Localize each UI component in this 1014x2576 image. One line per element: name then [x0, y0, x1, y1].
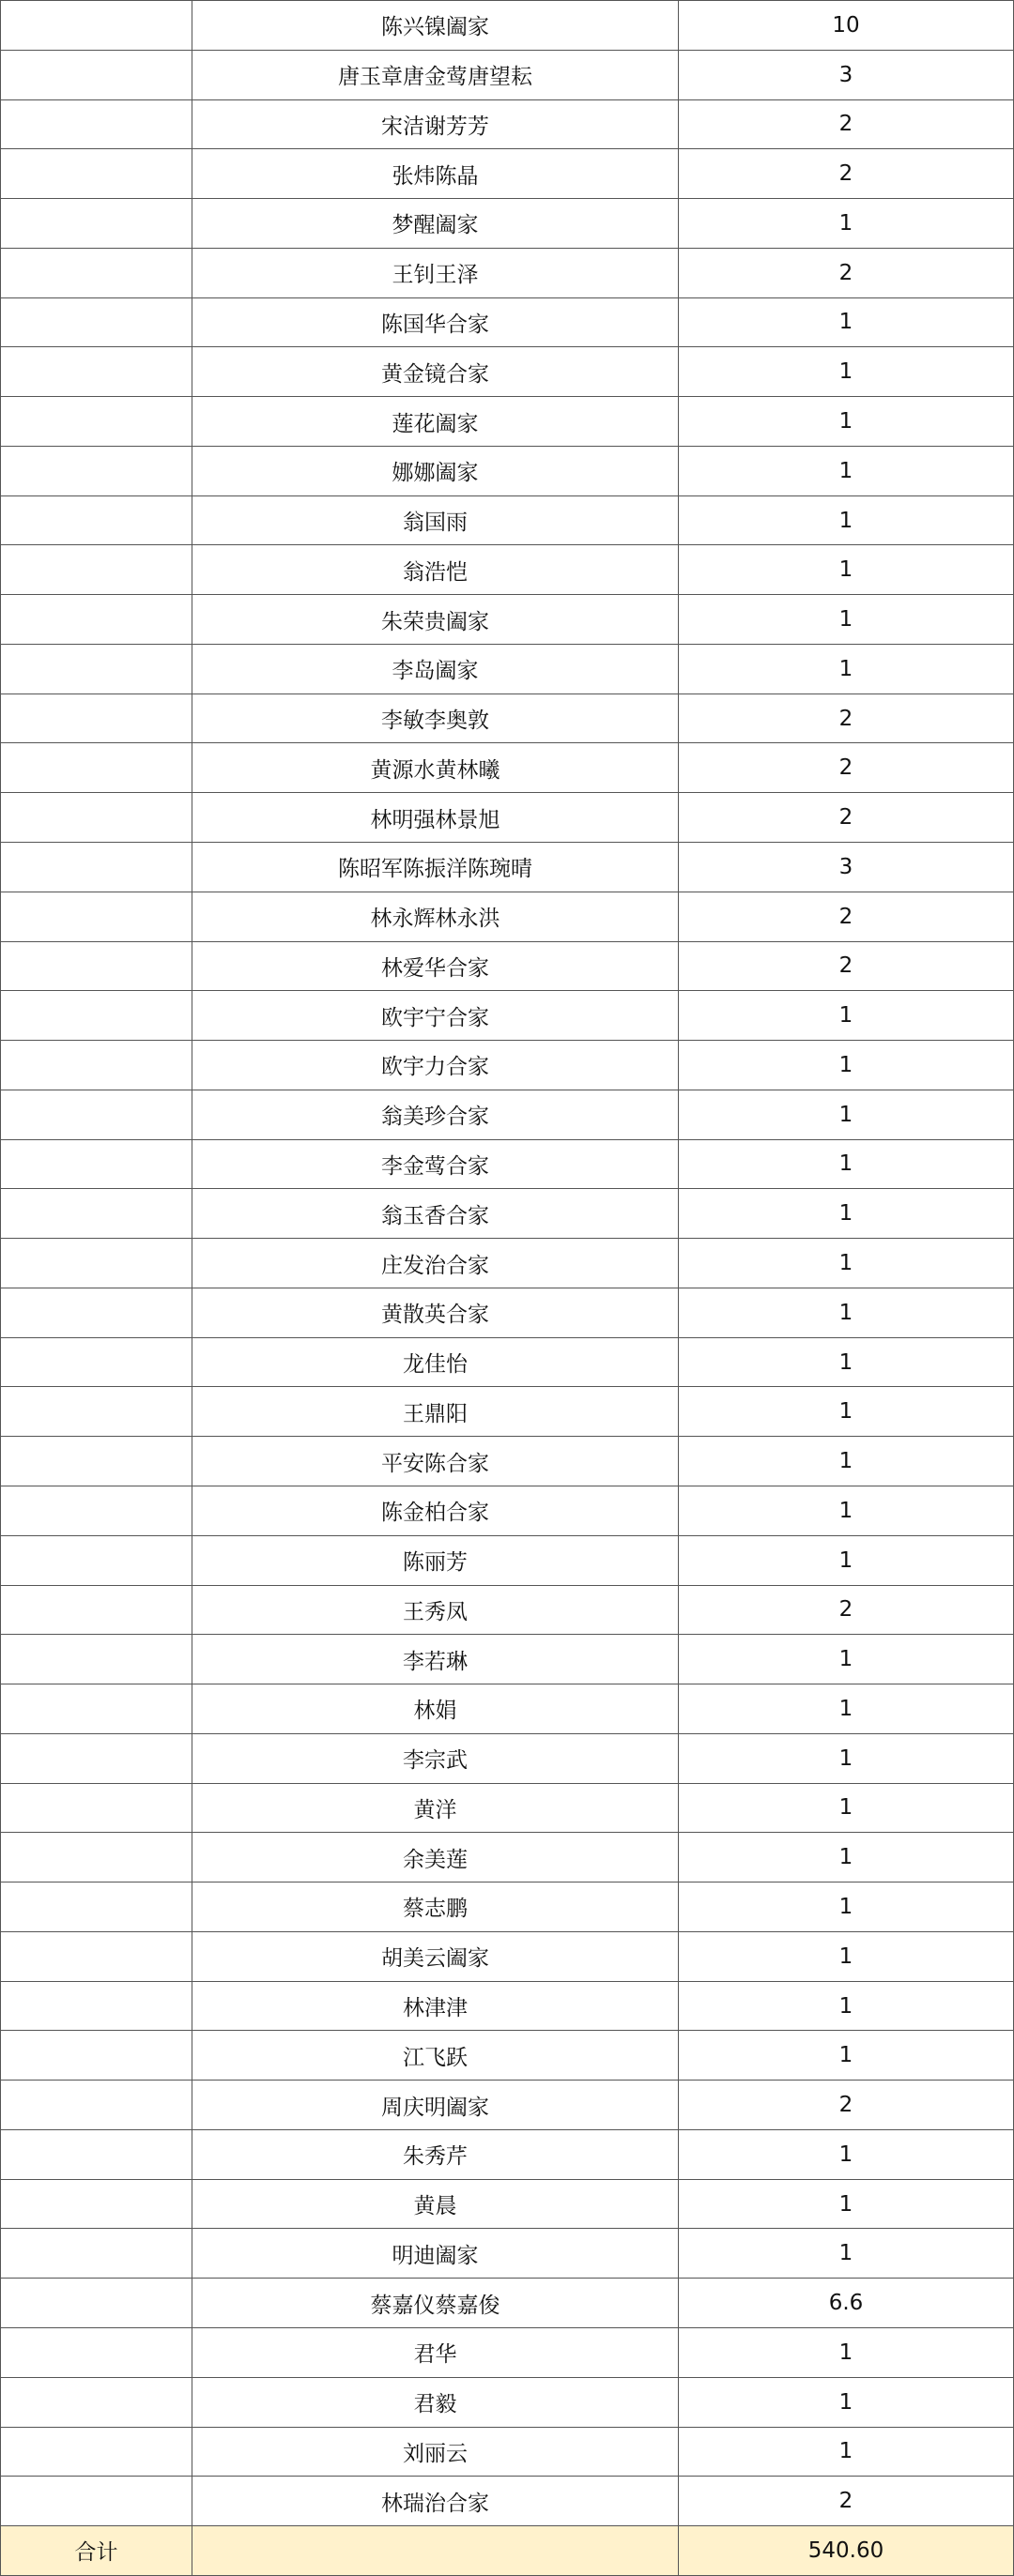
table-cell-value: 1	[679, 496, 1014, 546]
table-cell-value: 1	[679, 199, 1014, 249]
table-cell-blank	[0, 249, 192, 298]
table-cell-blank	[0, 1338, 192, 1388]
table-cell-name: 陈丽芳	[192, 1536, 679, 1586]
table-cell-name: 林爱华合家	[192, 942, 679, 992]
table-cell-value: 1	[679, 1486, 1014, 1536]
table-cell-value: 2	[679, 2477, 1014, 2526]
table-cell-blank	[0, 1486, 192, 1536]
table-cell-value: 1	[679, 1932, 1014, 1982]
table-cell-name: 蔡嘉仪蔡嘉俊	[192, 2279, 679, 2328]
table-cell-name: 陈兴镍阖家	[192, 1, 679, 51]
table-cell-name: 江飞跃	[192, 2031, 679, 2081]
table-cell-name: 李岛阖家	[192, 645, 679, 694]
table-cell-blank	[0, 149, 192, 199]
table-cell-value: 1	[679, 1635, 1014, 1684]
table-cell-name: 朱荣贵阖家	[192, 595, 679, 645]
table-cell-blank	[0, 347, 192, 397]
table-cell-value: 1	[679, 1239, 1014, 1288]
table-cell-blank	[0, 1437, 192, 1486]
table-cell-value: 1	[679, 1437, 1014, 1486]
table-cell-value: 1	[679, 1387, 1014, 1437]
table-cell-name: 李敏李奥敦	[192, 694, 679, 744]
table-cell-blank	[0, 397, 192, 447]
table-cell-blank	[0, 2477, 192, 2526]
table-cell-blank	[0, 545, 192, 595]
table-cell-value: 3	[679, 51, 1014, 100]
table-cell-name: 君毅	[192, 2378, 679, 2428]
table-cell-blank	[0, 2428, 192, 2477]
table-cell-value: 2	[679, 694, 1014, 744]
table-cell-blank	[0, 496, 192, 546]
table-cell-blank	[0, 1387, 192, 1437]
table-cell-blank	[0, 1982, 192, 2032]
total-label: 合计	[0, 2526, 192, 2576]
table-cell-value: 2	[679, 249, 1014, 298]
table-cell-value: 1	[679, 447, 1014, 496]
table-cell-value: 1	[679, 595, 1014, 645]
table-cell-name: 黄散英合家	[192, 1288, 679, 1338]
table-cell-value: 6.6	[679, 2279, 1014, 2328]
table-cell-value: 1	[679, 298, 1014, 348]
table-cell-blank	[0, 2031, 192, 2081]
table-cell-blank	[0, 1090, 192, 1140]
table-cell-blank	[0, 843, 192, 892]
table-cell-name: 龙佳怡	[192, 1338, 679, 1388]
table-cell-name: 林娟	[192, 1684, 679, 1734]
table-cell-blank	[0, 2081, 192, 2130]
table-cell-blank	[0, 1189, 192, 1239]
table-cell-value: 2	[679, 2081, 1014, 2130]
table-cell-value: 2	[679, 892, 1014, 942]
table-cell-name: 陈国华合家	[192, 298, 679, 348]
table-cell-value: 1	[679, 347, 1014, 397]
table-cell-name: 林永辉林永洪	[192, 892, 679, 942]
table-cell-blank	[0, 2279, 192, 2328]
table-cell-name: 李金莺合家	[192, 1140, 679, 1190]
table-cell-value: 1	[679, 1982, 1014, 2032]
table-cell-value: 1	[679, 1684, 1014, 1734]
table-cell-value: 1	[679, 1288, 1014, 1338]
table-cell-value: 1	[679, 1140, 1014, 1190]
table-cell-blank	[0, 892, 192, 942]
table-cell-value: 1	[679, 2130, 1014, 2180]
table-cell-name: 张炜陈晶	[192, 149, 679, 199]
table-cell-blank	[192, 2526, 679, 2576]
table-cell-name: 平安陈合家	[192, 1437, 679, 1486]
table-cell-blank	[0, 1833, 192, 1882]
table-cell-blank	[0, 1, 192, 51]
table-cell-value: 1	[679, 2378, 1014, 2428]
table-cell-blank	[0, 1635, 192, 1684]
table-cell-value: 2	[679, 942, 1014, 992]
table-cell-value: 1	[679, 1189, 1014, 1239]
table-cell-value: 1	[679, 545, 1014, 595]
table-cell-blank	[0, 1882, 192, 1932]
table-cell-blank	[0, 595, 192, 645]
table-cell-name: 黄源水黄林曦	[192, 743, 679, 793]
table-cell-name: 黄洋	[192, 1784, 679, 1834]
table-cell-blank	[0, 2229, 192, 2279]
table-cell-name: 梦醒阖家	[192, 199, 679, 249]
table-cell-name: 林津津	[192, 1982, 679, 2032]
table-cell-value: 1	[679, 1536, 1014, 1586]
table-cell-blank	[0, 2130, 192, 2180]
table-cell-blank	[0, 694, 192, 744]
table-cell-name: 蔡志鹏	[192, 1882, 679, 1932]
table-cell-name: 陈金柏合家	[192, 1486, 679, 1536]
table-cell-blank	[0, 51, 192, 100]
table-cell-value: 2	[679, 743, 1014, 793]
table-cell-name: 王鼎阳	[192, 1387, 679, 1437]
table-cell-value: 1	[679, 2328, 1014, 2378]
table-cell-blank	[0, 1536, 192, 1586]
table-cell-name: 王钊王泽	[192, 249, 679, 298]
table-cell-name: 李宗武	[192, 1734, 679, 1784]
table-cell-blank	[0, 100, 192, 150]
table-cell-name: 林瑞治合家	[192, 2477, 679, 2526]
table-cell-name: 君华	[192, 2328, 679, 2378]
table-cell-value: 1	[679, 1090, 1014, 1140]
table-cell-name: 庄发治合家	[192, 1239, 679, 1288]
table-cell-value: 1	[679, 1338, 1014, 1388]
table-cell-value: 1	[679, 1833, 1014, 1882]
table-cell-value: 1	[679, 397, 1014, 447]
table-cell-value: 2	[679, 1586, 1014, 1636]
table-cell-name: 欧宇力合家	[192, 1041, 679, 1090]
table-cell-value: 1	[679, 991, 1014, 1041]
table-cell-name: 陈昭军陈振洋陈琬晴	[192, 843, 679, 892]
table-cell-name: 翁国雨	[192, 496, 679, 546]
table-cell-blank	[0, 2180, 192, 2230]
table-cell-value: 1	[679, 1734, 1014, 1784]
table-cell-blank	[0, 1784, 192, 1834]
table-cell-blank	[0, 1140, 192, 1190]
table-cell-blank	[0, 645, 192, 694]
table-cell-blank	[0, 1684, 192, 1734]
table-cell-blank	[0, 1288, 192, 1338]
table-cell-name: 王秀凤	[192, 1586, 679, 1636]
table-cell-value: 1	[679, 1041, 1014, 1090]
table-cell-blank	[0, 1041, 192, 1090]
table-cell-value: 1	[679, 2031, 1014, 2081]
table-cell-name: 欧宇宁合家	[192, 991, 679, 1041]
table-cell-blank	[0, 743, 192, 793]
table-cell-value: 1	[679, 2229, 1014, 2279]
table-cell-value: 2	[679, 149, 1014, 199]
table-cell-blank	[0, 1239, 192, 1288]
table-cell-blank	[0, 1932, 192, 1982]
table-cell-value: 2	[679, 100, 1014, 150]
table-cell-name: 翁美珍合家	[192, 1090, 679, 1140]
table-cell-name: 林明强林景旭	[192, 793, 679, 843]
table-cell-name: 明迪阖家	[192, 2229, 679, 2279]
table-cell-blank	[0, 942, 192, 992]
table-cell-blank	[0, 2378, 192, 2428]
table-cell-blank	[0, 991, 192, 1041]
table-cell-name: 宋洁谢芳芳	[192, 100, 679, 150]
table-cell-value: 1	[679, 2180, 1014, 2230]
table-cell-name: 翁浩恺	[192, 545, 679, 595]
table-cell-name: 翁玉香合家	[192, 1189, 679, 1239]
table-cell-blank	[0, 793, 192, 843]
table-cell-blank	[0, 1734, 192, 1784]
table-cell-value: 1	[679, 2428, 1014, 2477]
table-cell-name: 娜娜阖家	[192, 447, 679, 496]
table-cell-name: 刘丽云	[192, 2428, 679, 2477]
table-cell-name: 胡美云阖家	[192, 1932, 679, 1982]
table-cell-blank	[0, 298, 192, 348]
table-cell-value: 10	[679, 1, 1014, 51]
table-cell-blank	[0, 2328, 192, 2378]
table-cell-blank	[0, 199, 192, 249]
table-cell-name: 余美莲	[192, 1833, 679, 1882]
table-cell-name: 周庆明阖家	[192, 2081, 679, 2130]
table-cell-name: 黄晨	[192, 2180, 679, 2230]
table-cell-name: 朱秀芹	[192, 2130, 679, 2180]
table-cell-value: 1	[679, 645, 1014, 694]
table-cell-name: 李若琳	[192, 1635, 679, 1684]
table-cell-name: 唐玉章唐金莺唐望耘	[192, 51, 679, 100]
table-cell-name: 黄金镜合家	[192, 347, 679, 397]
table-cell-value: 1	[679, 1784, 1014, 1834]
table-cell-blank	[0, 1586, 192, 1636]
table-cell-value: 1	[679, 1882, 1014, 1932]
table-cell-blank	[0, 447, 192, 496]
table-cell-name: 莲花阖家	[192, 397, 679, 447]
table-cell-value: 3	[679, 843, 1014, 892]
total-value: 540.60	[679, 2526, 1014, 2576]
table-cell-value: 2	[679, 793, 1014, 843]
